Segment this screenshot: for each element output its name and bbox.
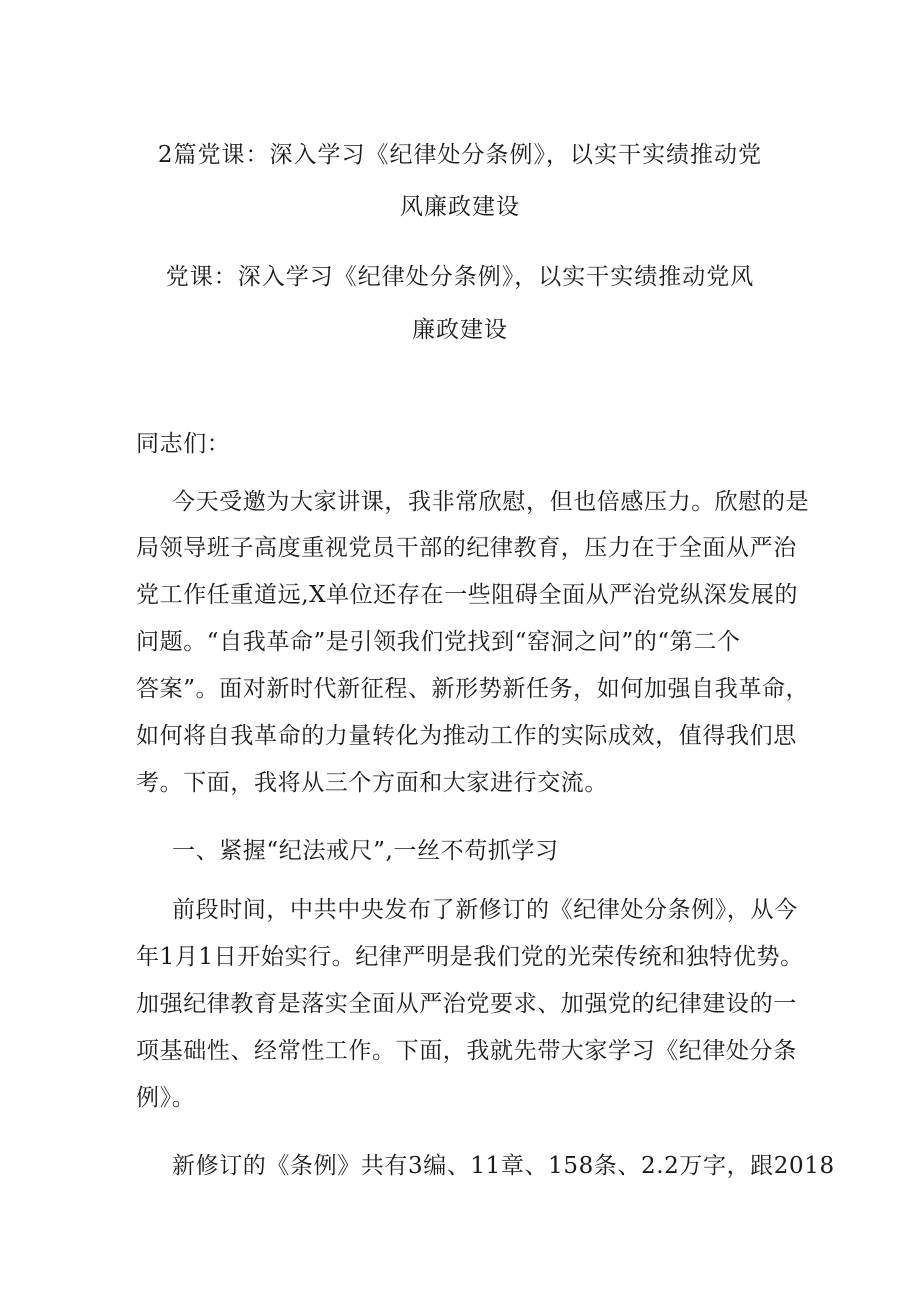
- title-line-1: 2篇党课：深入学习《纪律处分条例》，以实干实绩推动党: [157, 142, 763, 168]
- paragraph-1-line: 问题。“自我革命”是引领我们党找到“窑洞之问”的“第二个: [136, 629, 741, 655]
- paragraph-2-line: 加强纪律教育是落实全面从严治党要求、加强党的纪律建设的一: [136, 991, 797, 1017]
- paragraph-1-line: 局领导班子高度重视党员干部的纪律教育，压力在于全面从严治: [136, 535, 797, 561]
- paragraph-2-line: 年1月1日开始实行。纪律严明是我们党的光荣传统和独特优势。: [136, 944, 804, 970]
- subtitle-line-2: 廉政建设: [412, 317, 508, 343]
- paragraph-1-line: 考。下面，我将从三个方面和大家进行交流。: [136, 770, 608, 796]
- paragraph-1-line: 党工作任重道远,X单位还存在一些阻碍全面从严治党纵深发展的: [136, 582, 799, 608]
- paragraph-2-line: 前段时间，中共中央发布了新修订的《纪律处分条例》，从今: [172, 897, 798, 923]
- section-heading-1: 一、紧握“纪法戒尺”,一丝不苟抓学习: [172, 838, 559, 864]
- paragraph-2-line: 例》。: [136, 1085, 196, 1111]
- salutation: 同志们：: [136, 431, 231, 457]
- paragraph-1-line: 如何将自我革命的力量转化为推动工作的实际成效，值得我们思: [136, 723, 797, 749]
- title-line-2: 风廉政建设: [400, 194, 520, 220]
- paragraph-3-line: 新修订的《条例》共有3编、11章、158条、2.2万字，跟2018: [172, 1153, 835, 1179]
- paragraph-2-line: 项基础性、经常性工作。下面，我就先带大家学习《纪律处分条: [136, 1038, 797, 1064]
- subtitle-line-1: 党课：深入学习《纪律处分条例》，以实干实绩推动党风: [165, 264, 755, 290]
- paragraph-1-line: 答案”。面对新时代新征程、新形势新任务，如何加强自我革命，: [136, 676, 810, 702]
- paragraph-1-line: 今天受邀为大家讲课，我非常欣慰，但也倍感压力。欣慰的是: [172, 489, 810, 515]
